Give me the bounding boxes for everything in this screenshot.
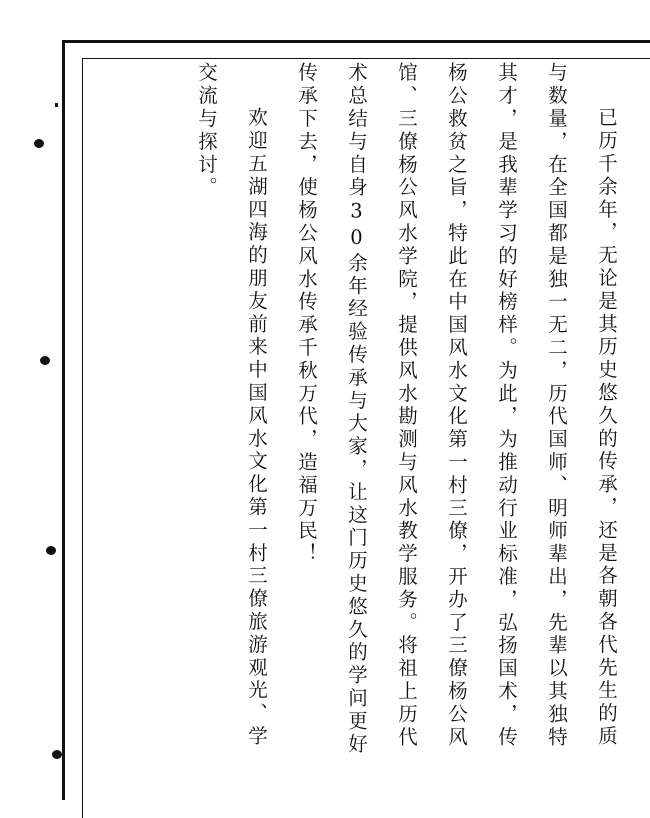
text-column-4: 杨公救贫之旨，特此在中国风水文化第一村三僚，开办了三僚杨公风: [445, 62, 468, 749]
scan-mark: [55, 103, 58, 107]
vertical-text-body: [180, 62, 650, 778]
text-column-8: 欢迎五湖四海的朋友前来中国风水文化第一村三僚旅游观光、学: [245, 107, 268, 749]
binding-hole-3: [46, 546, 56, 555]
text-column-9: 交流与探讨。: [195, 62, 218, 200]
binding-hole-1: [34, 139, 44, 148]
text-column-5: 馆、三僚杨公风水学院，提供风水勘测与风水教学服务。将祖上历代: [395, 62, 418, 749]
text-column-7: 传承下去，使杨公风水传承千秋万代，造福万民！: [295, 62, 318, 566]
text-column-2: 与数量，在全国都是独一无二，历代国师、明师辈出，先辈以其独特: [545, 62, 568, 749]
binding-hole-4: [52, 750, 62, 759]
text-column-1: 已历千余年，无论是其历史悠久的传承，还是各朝各代先生的质: [595, 107, 618, 749]
text-column-6: 术总结与自身30余年经验传承与大家，让这门历史悠久的学问更好: [345, 62, 368, 756]
binding-hole-2: [40, 356, 50, 365]
text-column-3: 其才，是我辈学习的好榜样。为此，为推动行业标准，弘扬国术，传: [495, 62, 518, 749]
